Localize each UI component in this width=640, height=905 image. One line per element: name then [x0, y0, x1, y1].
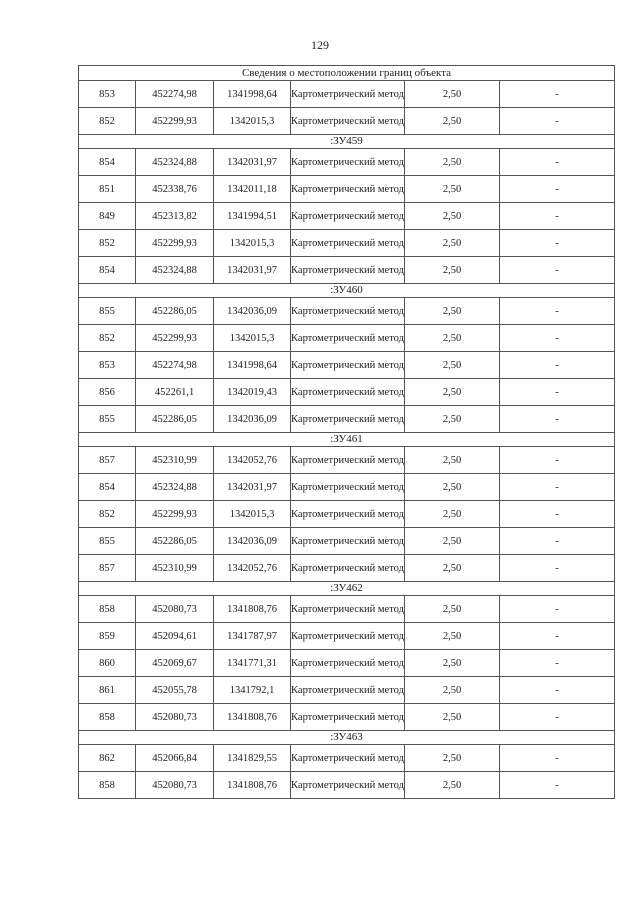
- point-number-cell: 857: [79, 555, 136, 582]
- x-coordinate-cell: 452299,93: [136, 230, 214, 257]
- x-coordinate-cell: 452324,88: [136, 474, 214, 501]
- table-title-row: [79, 66, 615, 81]
- x-coordinate-cell: 452261,1: [136, 379, 214, 406]
- page-number: 129: [311, 38, 329, 52]
- y-coordinate-cell: 1342031,97: [214, 474, 291, 501]
- accuracy-cell: 2,50: [405, 176, 500, 203]
- method-cell: Картометрический метод: [291, 745, 405, 772]
- method-cell: Картометрический метод: [291, 474, 405, 501]
- x-coordinate-cell: 452080,73: [136, 704, 214, 731]
- point-number-cell: 852: [79, 108, 136, 135]
- method-cell: Картометрический метод: [291, 447, 405, 474]
- table-row: [79, 623, 615, 650]
- section-label: :ЗУ460: [79, 284, 615, 298]
- description-cell: -: [500, 230, 615, 257]
- x-coordinate-cell: 452066,84: [136, 745, 214, 772]
- method-cell: Картометрический метод: [291, 325, 405, 352]
- method-cell: Картометрический метод: [291, 149, 405, 176]
- method-cell: Картометрический метод: [291, 203, 405, 230]
- accuracy-cell: 2,50: [405, 379, 500, 406]
- table-row: [79, 474, 615, 501]
- accuracy-cell: 2,50: [405, 352, 500, 379]
- section-label: :ЗУ459: [79, 135, 615, 149]
- boundary-table: [78, 65, 615, 799]
- description-cell: -: [500, 203, 615, 230]
- table-row: [79, 325, 615, 352]
- table-row: [79, 555, 615, 582]
- x-coordinate-cell: 452055,78: [136, 677, 214, 704]
- x-coordinate-cell: 452338,76: [136, 176, 214, 203]
- point-number-cell: 854: [79, 257, 136, 284]
- x-coordinate-cell: 452324,88: [136, 149, 214, 176]
- table-row: [79, 230, 615, 257]
- description-cell: -: [500, 447, 615, 474]
- method-cell: Картометрический метод: [291, 406, 405, 433]
- table-row: [79, 406, 615, 433]
- method-cell: Картометрический метод: [291, 352, 405, 379]
- x-coordinate-cell: 452286,05: [136, 406, 214, 433]
- description-cell: -: [500, 325, 615, 352]
- y-coordinate-cell: 1341808,76: [214, 596, 291, 623]
- point-number-cell: 853: [79, 352, 136, 379]
- point-number-cell: 852: [79, 325, 136, 352]
- description-cell: -: [500, 650, 615, 677]
- table-row: [79, 81, 615, 108]
- y-coordinate-cell: 1342015,3: [214, 501, 291, 528]
- x-coordinate-cell: 452274,98: [136, 81, 214, 108]
- description-cell: -: [500, 677, 615, 704]
- description-cell: -: [500, 406, 615, 433]
- table-row: [79, 352, 615, 379]
- y-coordinate-cell: 1341998,64: [214, 81, 291, 108]
- table-title: Сведения о местоположении границ объекта: [79, 66, 615, 81]
- table-row: [79, 257, 615, 284]
- point-number-cell: 861: [79, 677, 136, 704]
- y-coordinate-cell: 1341808,76: [214, 772, 291, 799]
- point-number-cell: 860: [79, 650, 136, 677]
- description-cell: -: [500, 352, 615, 379]
- y-coordinate-cell: 1341792,1: [214, 677, 291, 704]
- y-coordinate-cell: 1342052,76: [214, 447, 291, 474]
- description-cell: -: [500, 596, 615, 623]
- method-cell: Картометрический метод: [291, 596, 405, 623]
- accuracy-cell: 2,50: [405, 298, 500, 325]
- section-row: [79, 135, 615, 149]
- description-cell: -: [500, 623, 615, 650]
- y-coordinate-cell: 1341771,31: [214, 650, 291, 677]
- section-label: :ЗУ461: [79, 433, 615, 447]
- table-row: [79, 108, 615, 135]
- method-cell: Картометрический метод: [291, 501, 405, 528]
- accuracy-cell: 2,50: [405, 704, 500, 731]
- accuracy-cell: 2,50: [405, 108, 500, 135]
- point-number-cell: 852: [79, 501, 136, 528]
- accuracy-cell: 2,50: [405, 149, 500, 176]
- x-coordinate-cell: 452286,05: [136, 528, 214, 555]
- method-cell: Картометрический метод: [291, 298, 405, 325]
- point-number-cell: 851: [79, 176, 136, 203]
- point-number-cell: 855: [79, 528, 136, 555]
- description-cell: -: [500, 745, 615, 772]
- y-coordinate-cell: 1342036,09: [214, 528, 291, 555]
- x-coordinate-cell: 452310,99: [136, 555, 214, 582]
- point-number-cell: 849: [79, 203, 136, 230]
- description-cell: -: [500, 528, 615, 555]
- accuracy-cell: 2,50: [405, 772, 500, 799]
- point-number-cell: 857: [79, 447, 136, 474]
- table-row: [79, 501, 615, 528]
- method-cell: Картометрический метод: [291, 623, 405, 650]
- accuracy-cell: 2,50: [405, 81, 500, 108]
- accuracy-cell: 2,50: [405, 745, 500, 772]
- accuracy-cell: 2,50: [405, 203, 500, 230]
- method-cell: Картометрический метод: [291, 772, 405, 799]
- description-cell: -: [500, 81, 615, 108]
- y-coordinate-cell: 1342031,97: [214, 257, 291, 284]
- point-number-cell: 853: [79, 81, 136, 108]
- y-coordinate-cell: 1342015,3: [214, 108, 291, 135]
- accuracy-cell: 2,50: [405, 596, 500, 623]
- x-coordinate-cell: 452299,93: [136, 325, 214, 352]
- method-cell: Картометрический метод: [291, 650, 405, 677]
- point-number-cell: 862: [79, 745, 136, 772]
- point-number-cell: 856: [79, 379, 136, 406]
- description-cell: -: [500, 772, 615, 799]
- method-cell: Картометрический метод: [291, 677, 405, 704]
- accuracy-cell: 2,50: [405, 325, 500, 352]
- method-cell: Картометрический метод: [291, 528, 405, 555]
- description-cell: -: [500, 555, 615, 582]
- description-cell: -: [500, 176, 615, 203]
- point-number-cell: 858: [79, 704, 136, 731]
- section-row: [79, 284, 615, 298]
- accuracy-cell: 2,50: [405, 447, 500, 474]
- description-cell: -: [500, 298, 615, 325]
- y-coordinate-cell: 1342015,3: [214, 325, 291, 352]
- y-coordinate-cell: 1342036,09: [214, 298, 291, 325]
- accuracy-cell: 2,50: [405, 230, 500, 257]
- table-row: [79, 650, 615, 677]
- x-coordinate-cell: 452310,99: [136, 447, 214, 474]
- x-coordinate-cell: 452080,73: [136, 772, 214, 799]
- description-cell: -: [500, 474, 615, 501]
- x-coordinate-cell: 452313,82: [136, 203, 214, 230]
- point-number-cell: 854: [79, 474, 136, 501]
- x-coordinate-cell: 452286,05: [136, 298, 214, 325]
- x-coordinate-cell: 452094,61: [136, 623, 214, 650]
- method-cell: Картометрический метод: [291, 230, 405, 257]
- accuracy-cell: 2,50: [405, 555, 500, 582]
- description-cell: -: [500, 257, 615, 284]
- accuracy-cell: 2,50: [405, 257, 500, 284]
- accuracy-cell: 2,50: [405, 528, 500, 555]
- section-row: [79, 433, 615, 447]
- table-row: [79, 149, 615, 176]
- section-label: :ЗУ463: [79, 731, 615, 745]
- section-row: [79, 731, 615, 745]
- description-cell: -: [500, 149, 615, 176]
- table-row: [79, 704, 615, 731]
- method-cell: Картометрический метод: [291, 176, 405, 203]
- point-number-cell: 858: [79, 596, 136, 623]
- method-cell: Картометрический метод: [291, 257, 405, 284]
- x-coordinate-cell: 452274,98: [136, 352, 214, 379]
- x-coordinate-cell: 452080,73: [136, 596, 214, 623]
- accuracy-cell: 2,50: [405, 474, 500, 501]
- description-cell: -: [500, 704, 615, 731]
- y-coordinate-cell: 1341994,51: [214, 203, 291, 230]
- accuracy-cell: 2,50: [405, 677, 500, 704]
- method-cell: Картометрический метод: [291, 379, 405, 406]
- table-row: [79, 447, 615, 474]
- point-number-cell: 859: [79, 623, 136, 650]
- point-number-cell: 855: [79, 406, 136, 433]
- table-row: [79, 772, 615, 799]
- table-row: [79, 203, 615, 230]
- y-coordinate-cell: 1342015,3: [214, 230, 291, 257]
- point-number-cell: 854: [79, 149, 136, 176]
- y-coordinate-cell: 1341787,97: [214, 623, 291, 650]
- accuracy-cell: 2,50: [405, 501, 500, 528]
- accuracy-cell: 2,50: [405, 623, 500, 650]
- accuracy-cell: 2,50: [405, 650, 500, 677]
- table-row: [79, 528, 615, 555]
- x-coordinate-cell: 452069,67: [136, 650, 214, 677]
- point-number-cell: 855: [79, 298, 136, 325]
- table-row: [79, 379, 615, 406]
- description-cell: -: [500, 108, 615, 135]
- y-coordinate-cell: 1341998,64: [214, 352, 291, 379]
- table-row: [79, 298, 615, 325]
- y-coordinate-cell: 1342019,43: [214, 379, 291, 406]
- table-row: [79, 596, 615, 623]
- y-coordinate-cell: 1341829,55: [214, 745, 291, 772]
- table-row: [79, 677, 615, 704]
- y-coordinate-cell: 1341808,76: [214, 704, 291, 731]
- accuracy-cell: 2,50: [405, 406, 500, 433]
- y-coordinate-cell: 1342052,76: [214, 555, 291, 582]
- method-cell: Картометрический метод: [291, 81, 405, 108]
- x-coordinate-cell: 452324,88: [136, 257, 214, 284]
- table-row: [79, 176, 615, 203]
- method-cell: Картометрический метод: [291, 704, 405, 731]
- description-cell: -: [500, 501, 615, 528]
- table-row: [79, 745, 615, 772]
- section-row: [79, 582, 615, 596]
- y-coordinate-cell: 1342036,09: [214, 406, 291, 433]
- method-cell: Картометрический метод: [291, 108, 405, 135]
- point-number-cell: 852: [79, 230, 136, 257]
- section-label: :ЗУ462: [79, 582, 615, 596]
- method-cell: Картометрический метод: [291, 555, 405, 582]
- y-coordinate-cell: 1342031,97: [214, 149, 291, 176]
- point-number-cell: 858: [79, 772, 136, 799]
- description-cell: -: [500, 379, 615, 406]
- y-coordinate-cell: 1342011,18: [214, 176, 291, 203]
- x-coordinate-cell: 452299,93: [136, 108, 214, 135]
- x-coordinate-cell: 452299,93: [136, 501, 214, 528]
